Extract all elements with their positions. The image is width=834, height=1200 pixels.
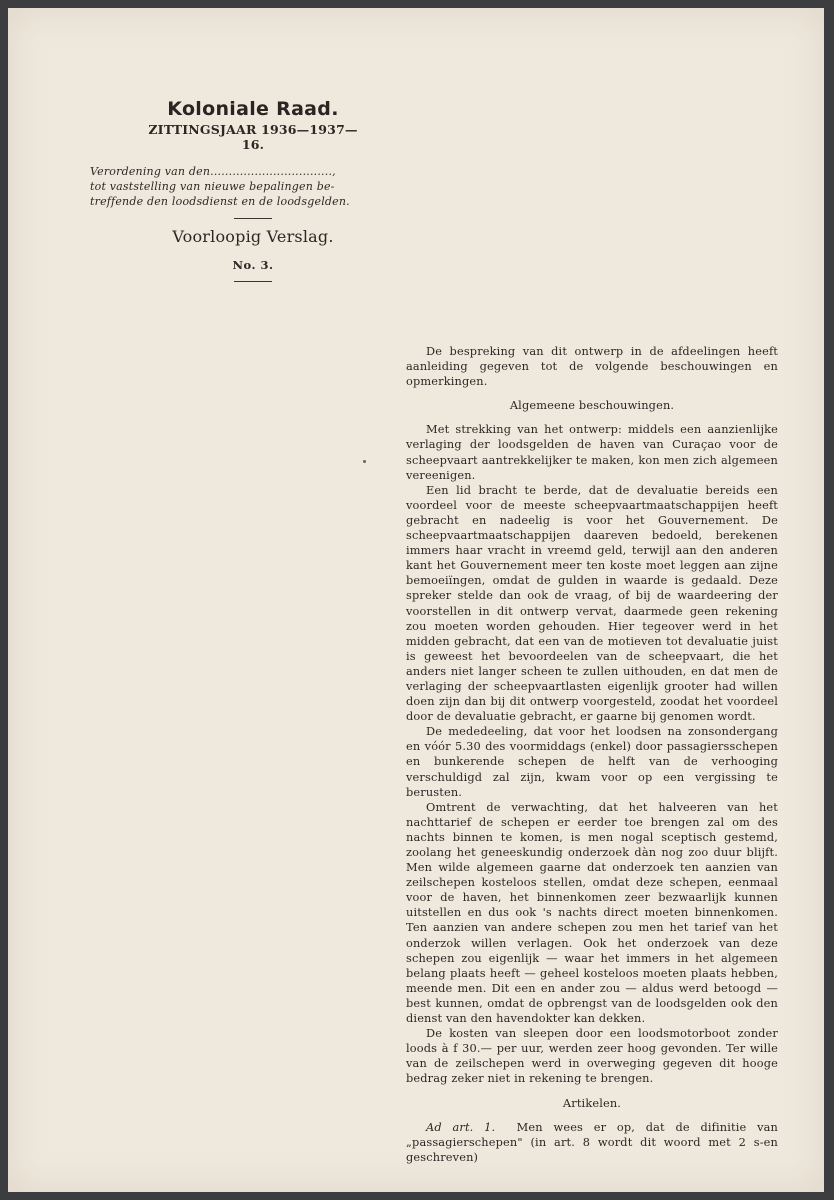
body-paragraph: De kosten van sleepen door een loodsmotorboot zonder loods à f 30.— per uur, werden zeer hoog gevonden. Ter wille van de zeilschepen werd in overweging gegeven dit hooge bedrag zeker niet in rekening te brengen. [406, 1026, 778, 1086]
document-number: No. 3. [232, 258, 274, 272]
section-heading-general: Algemeene beschouwingen. [509, 398, 675, 413]
council-title: Koloniale Raad. [167, 98, 339, 120]
body-paragraph: Omtrent de verwachting, dat het halveeren van het nachttarief de schepen er eerder toe brengen zal om des nachts binnen te komen, is men nogal sceptisch gestemd, zoolang het geneeskundig onderzoek dàn nog zoo duur blijft. Men wilde algemeen gaarne dat onderzoek ten aanzien van zeilschepen kosteloos stellen, omdat deze schepen, eenmaal voor de haven, het binnenkomen zeer bezwaarlijk kunnen uitstellen en dus ook 's nachts direct moeten binnenkomen. Ten aanzien van andere schepen zou men het tarief van het onderzok willen verlagen. Ook het onderzoek van deze schepen zou eigenlijk — waar het immers in het algemeen belang plaats heeft — geheel kosteloos moeten plaats hebben, meende men. Dit een en ander zou — aldus werd betoogd — best kunnen, omdat de opbrengst van de loodsgelden ook den dienst van den havendokter kan dekken. [406, 799, 778, 1026]
article-text: Men wees er op, dat de difinitie van „passagierschepen" (in art. 8 wordt dit woord met 2 s-en geschreven) [406, 1119, 778, 1164]
report-body [406, 344, 778, 1165]
article-label: Ad art. 1. [426, 1119, 496, 1134]
session-year: ZITTINGSJAAR 1936—1937—16. [148, 122, 358, 152]
ordinance-line: tot vaststelling van nieuwe bepalingen be- [90, 180, 335, 193]
body-paragraph: Met strekking van het ontwerp: middels een aanzienlijke verlaging der loodsgelden de haven van Curaçao voor de scheepvaart aantrekkelijker te maken, kon men zich algemeen vereenigen. [406, 422, 778, 482]
ordinance-line: Verordening van den................................., [90, 165, 336, 178]
ordinance-line: treffende den loodsdienst en de loodsgelden. [90, 195, 350, 208]
section-heading-articles: Artikelen. [562, 1095, 622, 1110]
article-paragraph [406, 1120, 778, 1165]
intro-paragraph: De bespreking van dit ontwerp in de afdeelingen heeft aanleiding gegeven tot de volgende beschouwingen en opmerkingen. [406, 344, 778, 389]
report-title: Voorloopig Verslag. [172, 227, 334, 246]
document-header [90, 98, 368, 282]
divider [234, 218, 272, 219]
body-paragraph: De mededeeling, dat voor het loodsen na zonsondergang en vóór 5.30 des voormiddags (enkel) door passagiersschepen en bunkerende schepen de helft van de verhooging verschuldigd zal zijn, kwam voor op een vergissing te berusten. [406, 724, 778, 799]
document-page [8, 8, 824, 1192]
body-paragraph: Een lid bracht te berde, dat de devaluatie bereids een voordeel voor de meeste scheepvaartmaatschappijen heeft gebracht en nadeelig is voor het Gouvernement. De scheepvaartmaatschappijen daareven bedoeld, berekenen immers haar vracht in vreemd geld, terwijl aan den anderen kant het Gouvernement meer ten koste moet leggen aan zijne bemoeiïngen, omdat de gulden in waarde is gedaald. Deze spreker stelde dan ook de vraag, of bij de waardeering der voorstellen in dit ontwerp vervat, daarmede geen rekening zou moeten worden gehouden. Hier tegeover werd in het midden gebracht, dat een van de motieven tot devaluatie juist is geweest het bevoordeelen van de scheepvaart, die het anders niet langer scheen te zullen uithouden, en dat men de verlaging der scheepvaartlasten eigenlijk grooter had willen doen zijn dan bij dit ontwerp voorgesteld, zoodat het voordeel door de devaluatie gebracht, er gaarne bij genomen wordt. [406, 482, 778, 724]
ordinance-description [90, 164, 370, 209]
paper-speck [363, 460, 366, 463]
divider [234, 281, 272, 282]
